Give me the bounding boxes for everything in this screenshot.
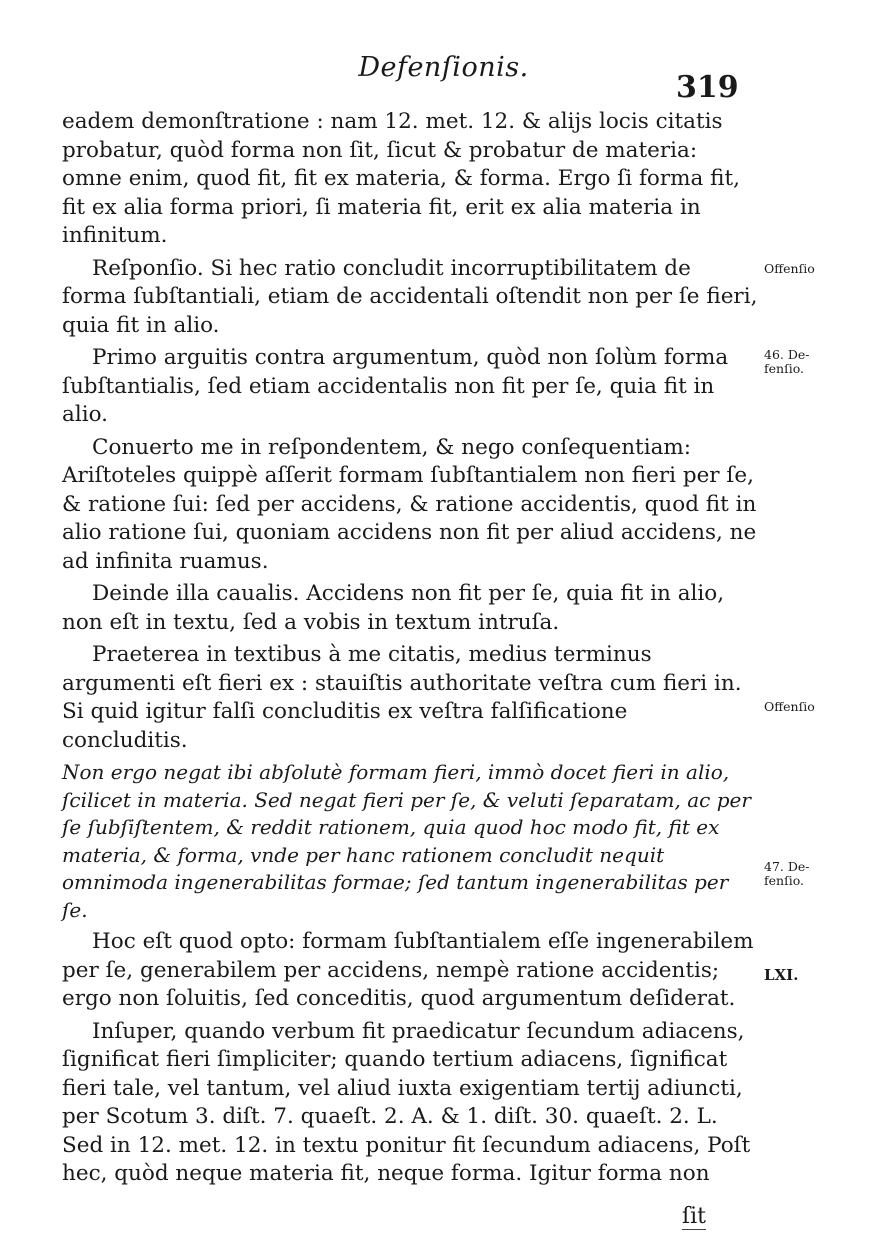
paragraph-5: Deinde illa caualis. Accidens non fit per ſe, quia fit in alio, non eſt in textu, ſed a vobis in textum intruſa. xyxy=(62,581,725,635)
margin-note-offensio-2: Offenſio xyxy=(764,699,815,714)
margin-note-defensio-47: 47. De- fenſio. xyxy=(764,859,810,888)
paragraph-7-italic: Non ergo negat ibi abſolutè formam fieri, immò docet fieri in alio, ſcilicet in materia. Sed negat fieri per ſe, & veluti ſeparatam, ac per ſe ſubſiſtentem, & reddit rationem, quia quod hoc modo fit, fit ex materia, & forma, vnde per hanc rationem concludit nequit omnimoda ingenerabilitas formae; ſed tantum ingenerabilitas per ſe. xyxy=(62,760,751,922)
paragraph-1: eadem demonſtratione : nam 12. met. 12. & alijs locis citatis probatur, quòd forma non ſit, ſicut & probatur de materia: omne enim, quod fit, fit ex materia, & forma. Ergo ſi forma fit, fit ex alia forma priori, ſi materia fit, erit ex alia materia in infinitum. xyxy=(62,109,740,248)
main-text-block xyxy=(62,108,758,1189)
running-title: Defenſionis. xyxy=(358,52,529,83)
margin-note-defensio-46: 46. De- fenſio. xyxy=(764,347,810,376)
paragraph-4: Conuerto me in reſpondentem, & nego conſequentiam: Ariſtoteles quippè aſſerit formam ſubſtantialem non fieri per ſe, & ratione ſui: ſed per accidens, & ratione accidentis, quod fit in alio ratione ſui, quoniam accidens non fit per aliud accidens, ne ad infinita ruamus. xyxy=(62,434,757,574)
paragraph-6: Praeterea in textibus à me citatis, medius terminus argumenti eſt fieri ex : stauiſtis authoritate veſtra cum fieri in. Si quid igitur falſi concluditis ex veſtra falſificatione concluditis. xyxy=(62,642,742,753)
margin-note-offensio-1: Offenſio xyxy=(764,261,815,276)
paragraph-2: Reſponſio. Si hec ratio concludit incorruptibilitatem de forma ſubſtantiali, etiam de accidentali oſtendit non per ſe fieri, quia fit in alio. xyxy=(62,255,758,338)
paragraph-3: Primo arguitis contra argumentum, quòd non ſolùm forma ſubſtantialis, ſed etiam accidentalis non fit per ſe, quia fit in alio. xyxy=(62,345,729,427)
paragraph-8: Hoc eſt quod opto: formam ſubſtantialem eſſe ingenerabilem per ſe, generabilem per accidens, nempè ratione accidentis; ergo non ſoluitis, ſed conceditis, quod argumentum deſiderat. xyxy=(62,929,754,1011)
page-number: 319 xyxy=(676,70,739,105)
paragraph-9: Inſuper, quando verbum fit praedicatur ſecundum adiacens, ſignificat fieri ſimpliciter; quando tertium adiacens, ſignificat fieri tale, vel tantum, vel aliud iuxta exigentiam tertij adiuncti, per Scotum 3. diſt. 7. quaeſt. 2. A. & 1. diſt. 30. quaeſt. 2. L. Sed in 12. met. 12. in textu ponitur fit ſecundum adiacens, Poſt hec, quòd neque materia fit, neque forma. Igitur forma non xyxy=(62,1018,751,1186)
margin-note-lxi: LXI. xyxy=(764,966,799,984)
catchword: ſit xyxy=(682,1204,707,1229)
